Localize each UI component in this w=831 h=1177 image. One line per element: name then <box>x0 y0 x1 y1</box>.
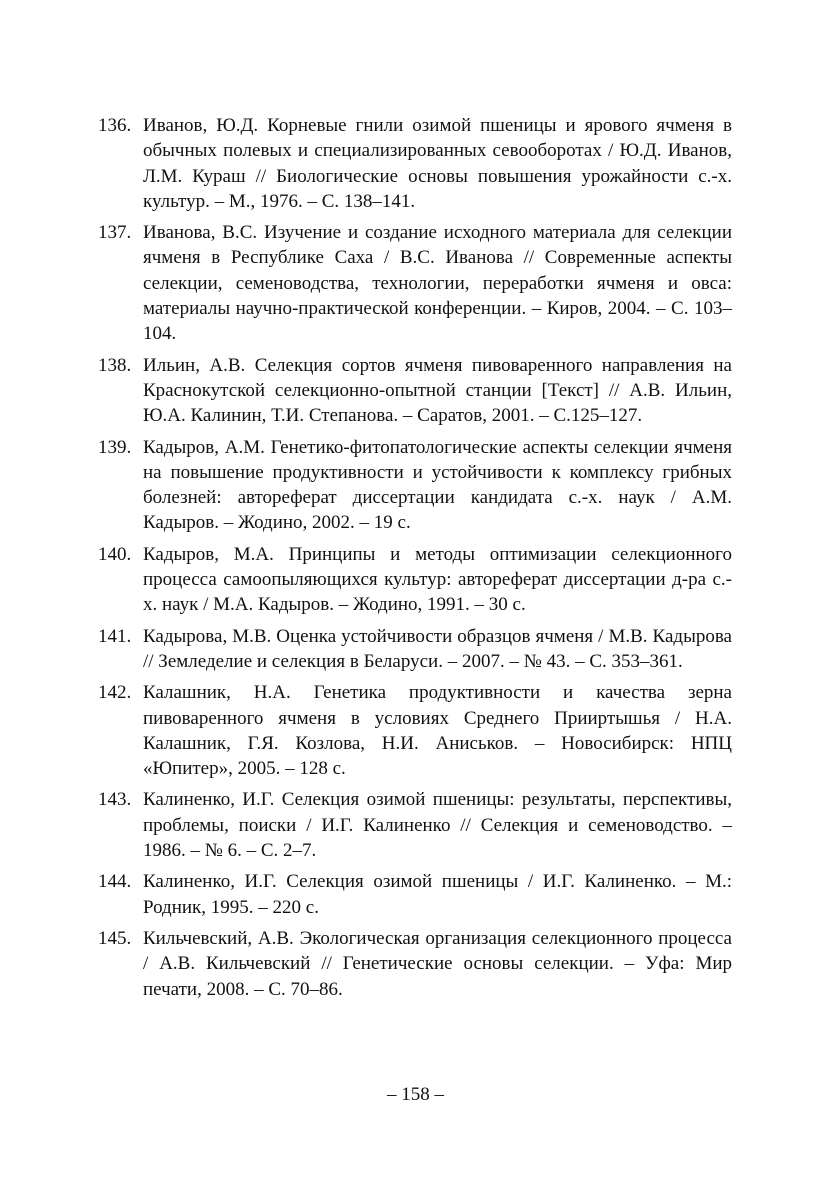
reference-text: Кадыров, А.М. Генетико-фитопатологические аспекты селекции ячменя на повышение продуктивности и устойчивости к комплексу грибных болезней: автореферат диссертации кандидата с.-х. наук / А.М. Кадыров. – Жодино, 2002. – 19 с. <box>143 436 732 534</box>
reference-number: 143. <box>98 789 132 811</box>
reference-text: Кадыров, М.А. Принципы и методы оптимизации селекционного процесса самоопыляющихся культур: автореферат диссертации д-ра с.-х. наук / М.А. Кадыров. – Жодино, 1991. – 30 с. <box>143 543 732 616</box>
reference-number: 142. <box>98 682 132 704</box>
reference-number: 145. <box>98 927 132 949</box>
reference-item <box>98 624 732 675</box>
reference-text: Ильин, А.В. Селекция сортов ячменя пивоваренного направления на Краснокутской селекционно-опытной станции [Текст] // А.В. Ильин, Ю.А. Калинин, Т.И. Степанова. – Саратов, 2001. – С.125–127. <box>143 354 732 427</box>
reference-item <box>98 435 732 536</box>
reference-text: Иванова, В.С. Изучение и создание исходного материала для селекции ячменя в Республике Саха / В.С. Иванова // Современные аспекты селекции, семеноводства, технологии, переработки ячменя и овса: материалы научно-практической конференции. – Киров, 2004. – С. 103–104. <box>143 222 732 345</box>
reference-item <box>98 926 732 1002</box>
reference-text: Кадырова, М.В. Оценка устойчивости образцов ячменя / М.В. Кадырова // Земледелие и селекция в Беларуси. – 2007. – № 43. – С. 353–361. <box>143 625 732 672</box>
reference-text: Иванов, Ю.Д. Корневые гнили озимой пшеницы и ярового ячменя в обычных полевых и специализированных севооборотах / Ю.Д. Иванов, Л.М. Кураш // Биологические основы повышения урожайности с.-х. культур. – М., 1976. – С. 138–141. <box>143 115 732 212</box>
reference-number: 137. <box>98 222 132 244</box>
reference-number: 136. <box>98 115 132 136</box>
reference-item <box>98 680 732 781</box>
reference-text: Калашник, Н.А. Генетика продуктивности и качества зерна пивоваренного ячменя в условиях Среднего Прииртышья / Н.А. Калашник, Г.Я. Козлова, Н.И. Аниськов. – Новосибирск: НПЦ «Юпитер», 2005. – 128 с. <box>143 682 732 780</box>
reference-item <box>98 787 732 863</box>
reference-number: 141. <box>98 625 132 647</box>
reference-number: 140. <box>98 543 132 565</box>
reference-list <box>98 113 732 1008</box>
reference-number: 144. <box>98 871 132 893</box>
reference-number: 138. <box>98 354 132 376</box>
reference-text: Кильчевский, А.В. Экологическая организация селекционного процесса / А.В. Кильчевский // Генетические основы селекции. – Уфа: Мир печати, 2008. – С. 70–86. <box>143 927 732 1000</box>
reference-text: Калиненко, И.Г. Селекция озимой пшеницы / И.Г. Калиненко. – М.: Родник, 1995. – 220 с. <box>143 871 732 918</box>
reference-number: 139. <box>98 436 132 458</box>
reference-item <box>98 220 732 346</box>
page-number: – 158 – <box>387 1084 444 1105</box>
reference-text: Калиненко, И.Г. Селекция озимой пшеницы: результаты, перспективы, проблемы, поиски / И.Г. Калиненко // Селекция и семеноводство. – 1986. – № 6. – С. 2–7. <box>143 789 732 862</box>
reference-item <box>98 353 732 429</box>
reference-item <box>98 869 732 920</box>
reference-item <box>98 542 732 618</box>
reference-item <box>98 113 732 214</box>
